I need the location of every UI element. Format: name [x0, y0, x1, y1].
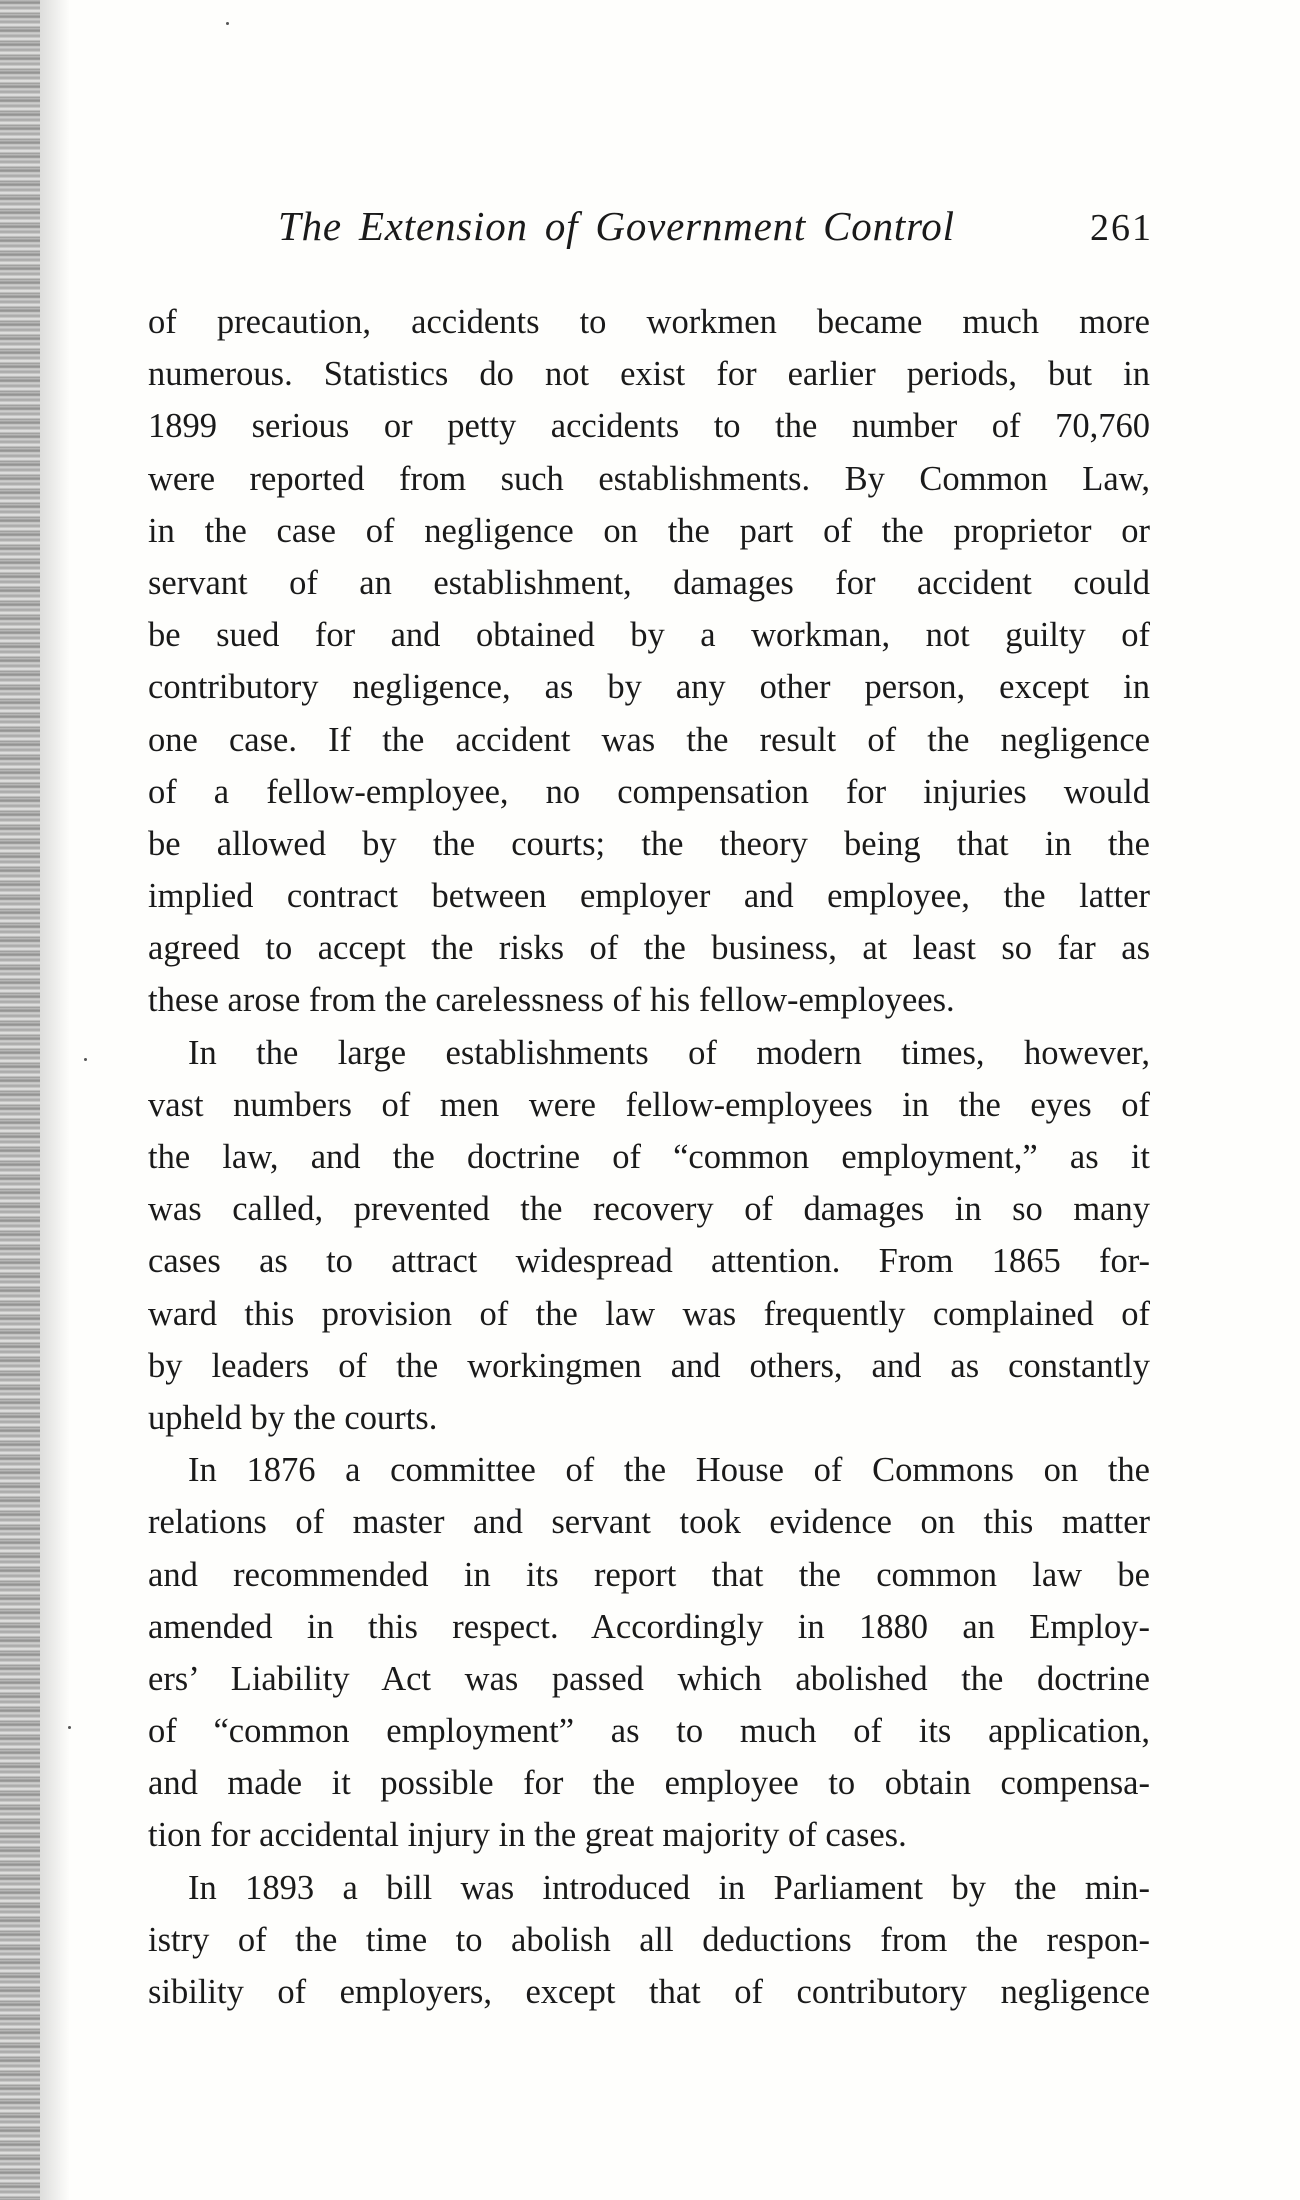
- text-line: sibility of employers, except that of contributory negligence: [148, 1973, 1150, 2011]
- text-line: agreed to accept the risks of the business, at least so far as: [148, 929, 1150, 968]
- text-line: contributory negligence, as by any other person, except in: [148, 668, 1150, 707]
- text-line: be sued for and obtained by a workman, not guilty of: [148, 616, 1150, 655]
- print-speck: [226, 22, 229, 25]
- text-line: In the large establishments of modern times, however,: [188, 1033, 1150, 1072]
- running-title: The Extension of Government Control: [278, 203, 955, 249]
- paragraph: [148, 1027, 1150, 1445]
- text-line: tion for accidental injury in the great majority of cases.: [148, 1816, 907, 1855]
- text-line: numerous. Statistics do not exist for earlier periods, but in: [148, 355, 1150, 394]
- text-line: of a fellow-employee, no compensation for injuries would: [148, 772, 1150, 811]
- text-line: vast numbers of men were fellow-employees in the eyes of: [148, 1085, 1150, 1124]
- text-line: istry of the time to abolish all deductions from the respon-: [148, 1920, 1150, 1959]
- text-line: ers’ Liability Act was passed which abolished the doctrine: [148, 1659, 1150, 1698]
- text-line: servant of an establishment, damages for accident could: [148, 563, 1150, 602]
- text-line: upheld by the courts.: [148, 1398, 438, 1437]
- text-line: in the case of negligence on the part of the proprietor or: [148, 511, 1150, 550]
- text-line: relations of master and servant took evidence on this matter: [148, 1503, 1150, 1542]
- text-line: by leaders of the workingmen and others, and as constantly: [148, 1346, 1150, 1385]
- text-line: the law, and the doctrine of “common employment,” as it: [148, 1138, 1150, 1176]
- print-speck: [68, 1726, 71, 1729]
- text-line: of “common employment” as to much of its application,: [148, 1712, 1150, 1751]
- text-line: and recommended in its report that the common law be: [148, 1555, 1150, 1594]
- text-line: were reported from such establishments. By Common Law,: [148, 459, 1150, 498]
- text-line: and made it possible for the employee to obtain compensa-: [148, 1764, 1150, 1803]
- paragraph: [148, 296, 1150, 1027]
- body-text: [148, 296, 1150, 2018]
- page-number: 261: [1090, 207, 1153, 249]
- paragraph: [148, 1862, 1150, 2019]
- text-line: 1899 serious or petty accidents to the number of 70,760: [148, 407, 1150, 446]
- text-line: amended in this respect. Accordingly in 1880 an Employ-: [148, 1607, 1150, 1646]
- text-line: one case. If the accident was the result of the negligence: [148, 720, 1150, 759]
- paragraph: [148, 1444, 1150, 1862]
- print-speck: [84, 1058, 87, 1061]
- page-gutter-shadow: [40, 0, 70, 2200]
- text-line: In 1893 a bill was introduced in Parliament by the min-: [188, 1868, 1150, 1907]
- text-line: cases as to attract widespread attention. From 1865 for-: [148, 1242, 1150, 1281]
- text-line: these arose from the carelessness of his fellow-employees.: [148, 981, 955, 1020]
- running-head: [0, 202, 1300, 262]
- text-line: implied contract between employer and employee, the latter: [148, 877, 1150, 916]
- text-line: ward this provision of the law was frequently complained of: [148, 1294, 1150, 1333]
- text-line: was called, prevented the recovery of damages in so many: [148, 1190, 1150, 1229]
- text-line: In 1876 a committee of the House of Commons on the: [188, 1451, 1150, 1490]
- page-gutter-edge: [0, 0, 40, 2200]
- text-line: of precaution, accidents to workmen became much more: [148, 303, 1150, 341]
- text-line: be allowed by the courts; the theory being that in the: [148, 824, 1150, 863]
